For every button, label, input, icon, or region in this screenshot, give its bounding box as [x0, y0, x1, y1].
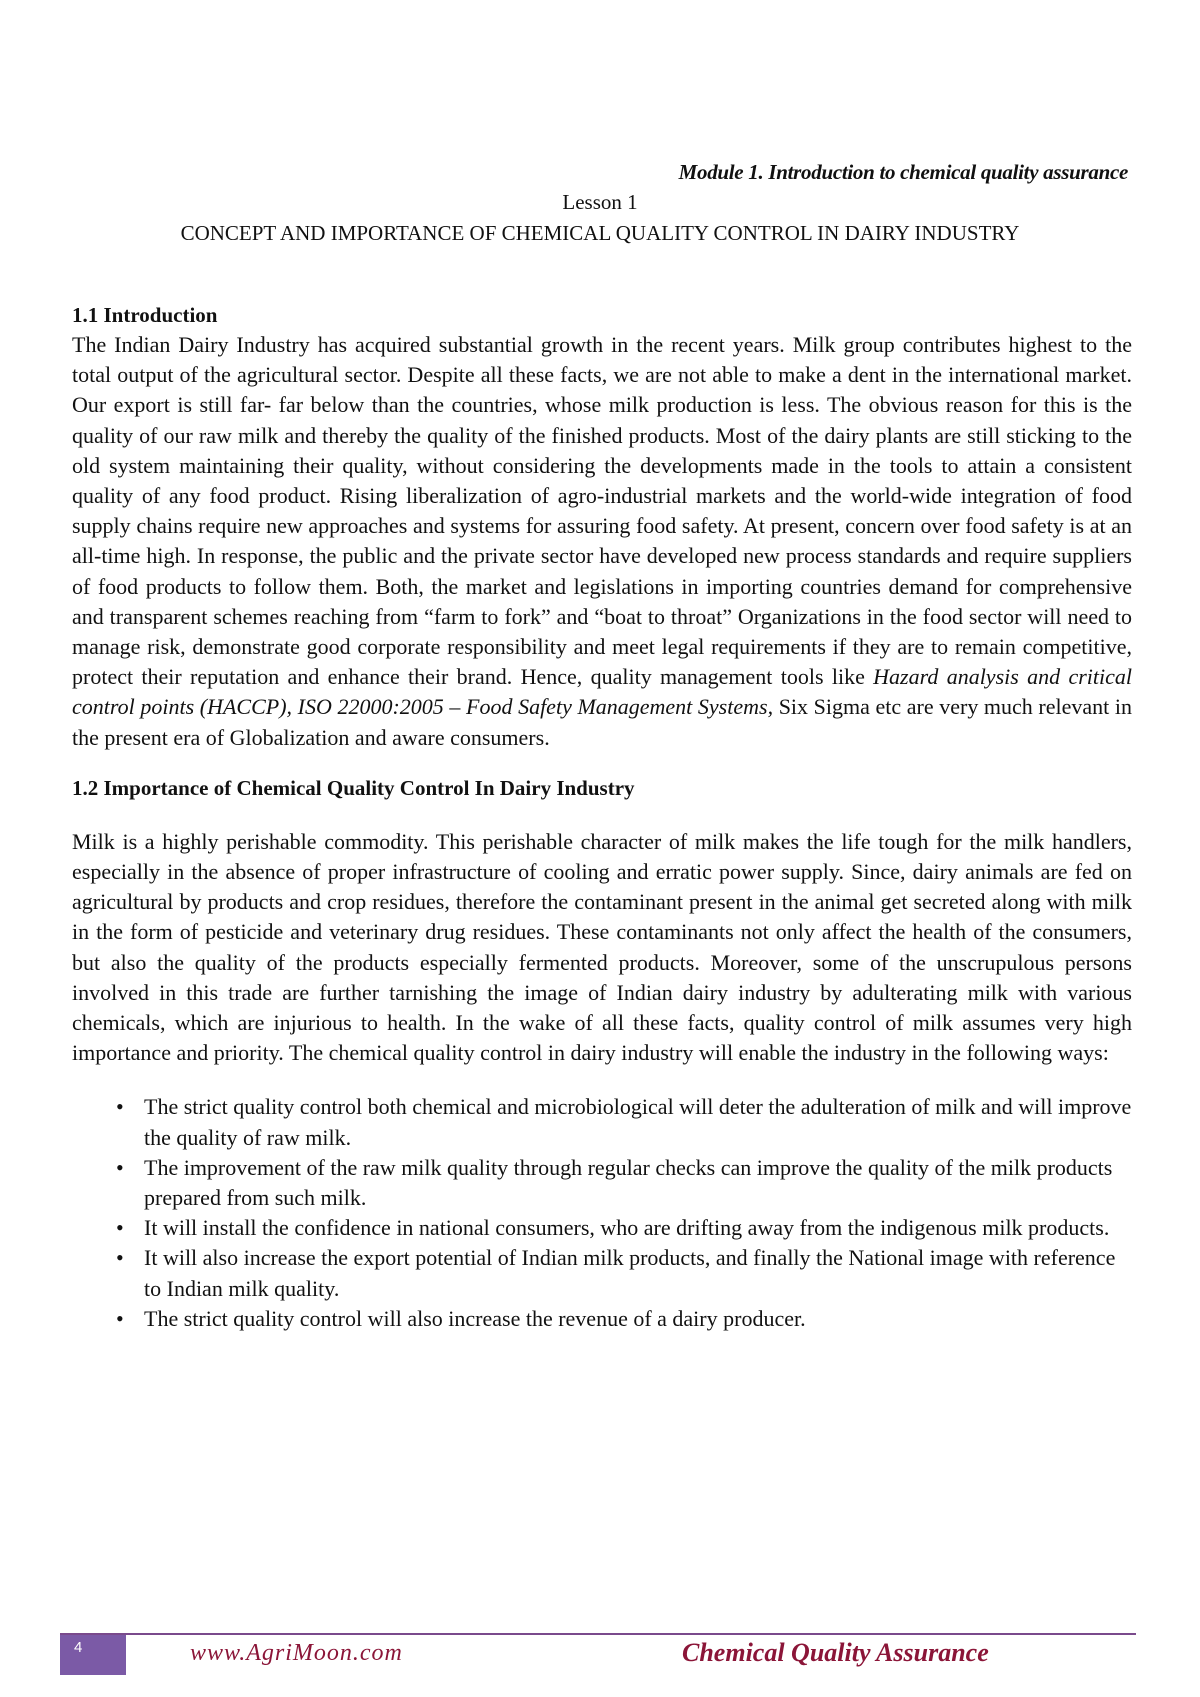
introduction-paragraph [72, 330, 1132, 753]
intro-text-part2: Six Sigma etc are very much relevant in the present era of Globalization and aware consumers. [72, 694, 1132, 750]
list-item: • The strict quality control will also increase the revenue of a dairy producer. [72, 1304, 1132, 1334]
footer-divider [60, 1633, 1136, 1635]
benefits-list [72, 1092, 1132, 1334]
section-heading-introduction: 1.1 Introduction [72, 303, 218, 327]
list-item: • The strict quality control both chemical and microbiological will deter the adulteration of milk and will improve the quality of raw milk. [72, 1092, 1132, 1152]
main-content [72, 300, 1132, 1334]
module-title: Module 1. Introduction to chemical quality assurance [678, 160, 1128, 184]
section-heading-importance: 1.2 Importance of Chemical Quality Control In Dairy Industry [72, 775, 635, 800]
concept-title: CONCEPT AND IMPORTANCE OF CHEMICAL QUALITY CONTROL IN DAIRY INDUSTRY [180, 221, 1020, 245]
page-number: 4 [60, 1635, 126, 1675]
intro-text-part1: The Indian Dairy Industry has acquired substantial growth in the recent years. Milk group contributes highest to the total output of the agricultural sector. Despite all these facts, we are not able to make a dent in the international market. Our export is still far- far below than the countries, whose milk production is less. The obvious reason for this is the quality of our raw milk and thereby the quality of the finished products. Most of the dairy plants are still sticking to the old system maintaining their quality, without considering the developments made in the tools to attain a consistent quality of any food product. Rising liberalization of agro-industrial markets and the world-wide integration of food supply chains require new approaches and systems for assuring food safety. At present, concern over food safety is at an all-time high. In response, the public and the private sector have developed new process standards and require suppliers of food products to follow them. Both, the market and legislations in importing countries demand for comprehensive and transparent schemes reaching from “farm to fork” and “boat to throat” Organizations in the food sector will need to manage risk, demonstrate good corporate responsibility and meet legal requirements if they are to remain competitive, protect their reputation and enhance their brand. Hence, quality management tools like [72, 332, 1132, 690]
list-item: • The improvement of the raw milk quality through regular checks can improve the quality of the milk products prepared from such milk. [72, 1153, 1132, 1213]
importance-paragraph: Milk is a highly perishable commodity. This perishable character of milk makes the life tough for the milk handlers, especially in the absence of proper infrastructure of cooling and erratic power supply. Since, dairy animals are fed on agricultural by products and crop residues, therefore the contaminant present in the animal get secreted along with milk in the form of pesticide and veterinary drug residues. These contaminants not only affect the health of the consumers, but also the quality of the products especially fermented products. Moreover, some of the unscrupulous persons involved in this trade are further tarnishing the image of Indian dairy industry by adulterating milk with various chemicals, which are injurious to health. In the wake of all these facts, quality control of milk assumes very high importance and priority. The chemical quality control in dairy industry will enable the industry in the following ways: [72, 828, 1132, 1066]
intro-text-italic: Hazard analysis and critical control points (HACCP), ISO 22000:2005 – Food Safety Management Systems, [72, 664, 1132, 720]
footer-url[interactable]: www.AgriMoon.com [190, 1640, 403, 1666]
list-item: • It will install the confidence in national consumers, who are drifting away from the indigenous milk products. [72, 1213, 1132, 1243]
list-item: • It will also increase the export potential of Indian milk products, and finally the National image with reference to Indian milk quality. [72, 1243, 1132, 1303]
lesson-title: Lesson 1 [562, 190, 638, 214]
footer-brand: Chemical Quality Assurance [682, 1638, 989, 1667]
